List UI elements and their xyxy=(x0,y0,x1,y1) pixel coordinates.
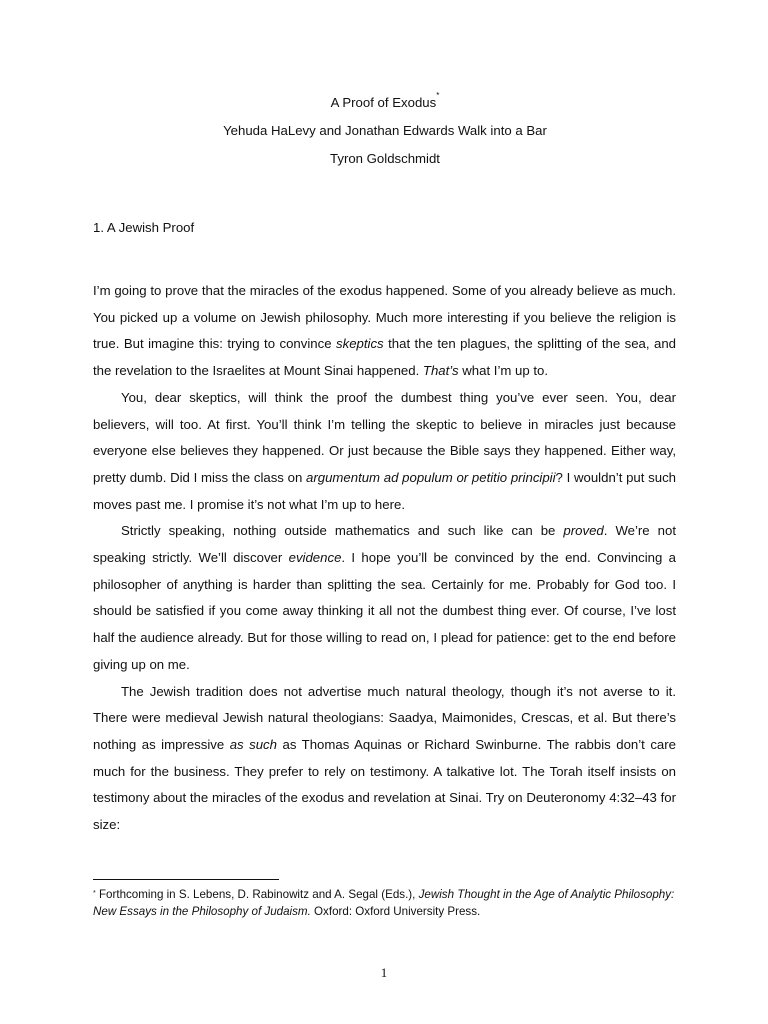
text-run: The Jewish tradition does not advertise much natural theology, though it’s not averse to it. There were medieval Jewish natural theologians: Saadya, Maimonides, Crescas, et al. But there’s nothing as impressive xyxy=(93,683,676,752)
emphasis: evidence xyxy=(288,550,342,566)
paper-subtitle: Yehuda HaLevy and Jonathan Edwards Walk into a Bar xyxy=(223,123,547,138)
footnote xyxy=(93,886,683,920)
text-run: as Thomas Aquinas or Richard Swinburne. The rabbis don’t care much for the business. They prefer to rely on testimony. A talkative lot. The Torah itself insists on testimony about the miracles of the exodus and revelation at Sinai. Try on Deuteronomy 4:32–43 for size: xyxy=(93,736,676,833)
text-run: that the ten plagues, the splitting of the sea, and the revelation to the Israelites at Mount Sinai happened. xyxy=(93,336,676,379)
text-run: You, dear skeptics, will think the proof the dumbest thing you’ve ever seen. You, dear believers, will too. At first. You’ll think I’m telling the skeptic to believe in miracles just because everyone else believes they happened. Or just because the Bible says they happened. Either way, pretty dumb. Did I miss the class on xyxy=(93,389,676,485)
footnote-marker: * xyxy=(93,890,96,897)
text-run: Strictly speaking, nothing outside mathematics and such like can be xyxy=(121,523,564,539)
footnote-text: Oxford: Oxford University Press. xyxy=(310,905,481,918)
section-heading: 1. A Jewish Proof xyxy=(93,220,195,235)
text-run: I’m going to prove that the miracles of the exodus happened. Some of you already believe as much. You picked up a volume on Jewish philosophy. Much more interesting if you believe the religion is true. But imagine this: trying to convince xyxy=(93,283,676,352)
text-run: what I’m up to. xyxy=(458,363,549,379)
paragraph-1 xyxy=(93,278,676,385)
text-run: ? I wouldn’t put such moves past me. I promise it’s not what I’m up to here. xyxy=(93,469,677,512)
title-block xyxy=(93,91,677,178)
author-name: Tyron Goldschmidt xyxy=(330,151,440,166)
paper-title: A Proof of Exodus xyxy=(330,95,437,110)
paragraph-2 xyxy=(93,385,676,519)
emphasis: skeptics xyxy=(336,336,384,352)
emphasis: argumentum ad populum or petitio principii xyxy=(306,469,556,485)
emphasis: proved xyxy=(563,523,604,539)
emphasis: That’s xyxy=(422,363,459,379)
footnote-text: Forthcoming in S. Lebens, D. Rabinowitz and A. Segal (Eds.), xyxy=(95,888,419,901)
paragraph-4 xyxy=(93,679,676,839)
footnote-emphasis: Jewish Thought in the Age of Analytic Philosophy: New Essays in the Philosophy of Judaism. xyxy=(93,888,675,918)
text-run: . We’re not speaking strictly. We’ll discover xyxy=(93,523,676,566)
paper-title-line xyxy=(93,91,677,122)
footnote-separator xyxy=(93,879,279,880)
emphasis: as such xyxy=(229,736,277,752)
body-text xyxy=(93,278,676,839)
title-footnote-marker[interactable]: * xyxy=(436,91,440,100)
paragraph-3 xyxy=(93,518,676,678)
text-run: . I hope you’ll be convinced by the end. Convincing a philosopher of anything is harder than splitting the sea. Certainly for me. Probably for God too. I should be satisfied if you come away thinking it all not the dumbest thing ever. Of course, I’ve lost half the audience already. But for those willing to read on, I plead for patience: get to the end before giving up on me. xyxy=(93,550,676,672)
page-number: 1 xyxy=(380,965,388,980)
